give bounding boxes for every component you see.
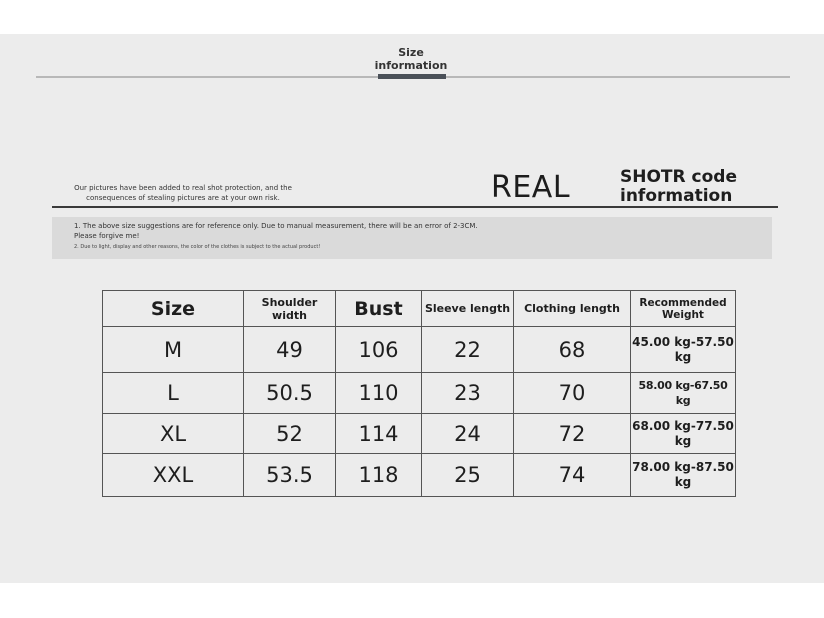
- size-information-title: Size information: [374, 46, 448, 72]
- cell-recommended-weight: 45.00 kg-57.50 kg: [631, 327, 736, 373]
- cell-size: XXL: [103, 454, 244, 497]
- cell-size: M: [103, 327, 244, 373]
- table-row: [103, 454, 736, 497]
- shotr-code-heading: SHOTR code information: [620, 167, 737, 206]
- header-shoulder-width: Shoulder width: [244, 291, 336, 327]
- cell-clothing-length: 72: [514, 414, 631, 454]
- notes-box: [52, 217, 772, 259]
- cell-shoulder-width: 53.5: [244, 454, 336, 497]
- table-row: [103, 373, 736, 414]
- real-heading: REAL: [491, 170, 571, 205]
- cell-recommended-weight: 58.00 kg-67.50 kg: [631, 373, 736, 414]
- cell-bust: 114: [336, 414, 422, 454]
- header-divider: [52, 206, 778, 208]
- table-row: [103, 327, 736, 373]
- cell-bust: 106: [336, 327, 422, 373]
- copyright-disclaimer: Our pictures have been added to real shot protection, and the consequences of stealing pictures are at your own risk.: [74, 184, 292, 202]
- cell-sleeve-length: 23: [422, 373, 514, 414]
- cell-sleeve-length: 24: [422, 414, 514, 454]
- cell-recommended-weight: 78.00 kg-87.50 kg: [631, 454, 736, 497]
- header-clothing-length: Clothing length: [514, 291, 631, 327]
- cell-shoulder-width: 49: [244, 327, 336, 373]
- cell-sleeve-length: 25: [422, 454, 514, 497]
- cell-bust: 110: [336, 373, 422, 414]
- header-bust: Bust: [336, 291, 422, 327]
- cell-clothing-length: 68: [514, 327, 631, 373]
- table-header-row: [103, 291, 736, 327]
- header-sleeve-length: Sleeve length: [422, 291, 514, 327]
- cell-recommended-weight: 68.00 kg-77.50 kg: [631, 414, 736, 454]
- note-color: 2. Due to light, display and other reasons, the color of the clothes is subject to the actual product!: [74, 244, 321, 250]
- cell-size: L: [103, 373, 244, 414]
- cell-shoulder-width: 50.5: [244, 373, 336, 414]
- cell-sleeve-length: 22: [422, 327, 514, 373]
- title-accent-bar: [378, 74, 446, 79]
- cell-shoulder-width: 52: [244, 414, 336, 454]
- cell-bust: 118: [336, 454, 422, 497]
- table-row: [103, 414, 736, 454]
- cell-clothing-length: 74: [514, 454, 631, 497]
- header-recommended-weight: Recommended Weight: [631, 291, 736, 327]
- size-table: [102, 290, 736, 497]
- cell-size: XL: [103, 414, 244, 454]
- header-size: Size: [103, 291, 244, 327]
- cell-clothing-length: 70: [514, 373, 631, 414]
- note-measurement: 1. The above size suggestions are for reference only. Due to manual measurement, there will be an error of 2-3CM. Please forgive me!: [74, 222, 478, 240]
